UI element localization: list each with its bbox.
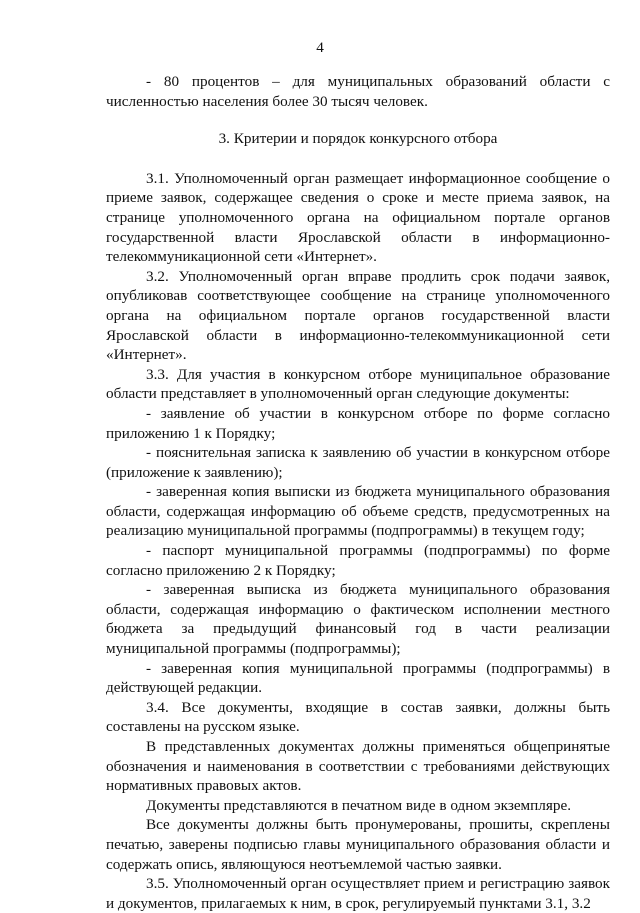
list-item: - пояснительная записка к заявлению об участии в конкурсном отборе (приложение к заявлению); <box>106 444 610 481</box>
list-item: - заявление об участии в конкурсном отборе по форме согласно приложению 1 к Порядку; <box>106 404 610 442</box>
list-item: - заверенная копия муниципальной программы (подпрограммы) в действующей редакции. <box>106 659 610 697</box>
list-item: - паспорт муниципальной программы (подпрограммы) по форме согласно приложению 2 к Порядку; <box>106 542 610 579</box>
page-number: 4 <box>316 39 324 56</box>
paragraph: Все документы должны быть пронумерованы, прошиты, скреплены печатью, заверены подписью главы муниципального образования области и содержать опись, являющуюся неотъемлемой частью заявки. <box>106 816 610 873</box>
paragraph: 3.3. Для участия в конкурсном отборе муниципальное образование области представляет в уполномоченный орган следующие документы: <box>106 365 610 403</box>
document-body <box>106 72 610 913</box>
paragraph: 3.4. Все документы, входящие в состав заявки, должны быть составлены на русском языке. <box>106 698 610 736</box>
paragraph: 3.1. Уполномоченный орган размещает информационное сообщение о приеме заявок, содержащее сведения о сроке и месте приема заявок, на странице уполномоченного органа на официальном портале органов государственной власти Ярославской области в информационно-телекоммуникационной сети «Интернет». <box>106 169 610 266</box>
list-item: - заверенная выписка из бюджета муниципального образования области, содержащая информацию о фактическом исполнении местного бюджета за предыдущий финансовый год в части реализации муниципальной программы (подпрограммы); <box>106 581 610 658</box>
paragraph: 3.2. Уполномоченный орган вправе продлить срок подачи заявок, опубликовав соответствующее сообщение на странице уполномоченного органа на официальном портале органов государственной власти Ярославской области в информационно-телекоммуникационной сети «Интернет». <box>106 267 610 364</box>
paragraph: В представленных документах должны применяться общепринятые обозначения и наименования в соответствии с требованиями действующих нормативных правовых актов. <box>106 738 610 795</box>
paragraph: Документы представляются в печатном виде в одном экземпляре. <box>146 796 571 814</box>
list-item: - заверенная копия выписки из бюджета муниципального образования области, содержащая информацию об объеме средств, предусмотренных на реализацию муниципальной программы (подпрограммы) в текущем году; <box>106 483 610 540</box>
section-heading: 3. Критерии и порядок конкурсного отбора <box>218 130 498 148</box>
paragraph-top: - 80 процентов – для муниципальных образований области с численностью населения более 30 тысяч человек. <box>106 73 610 110</box>
paragraph: 3.5. Уполномоченный орган осуществляет прием и регистрацию заявок и документов, прилагаемых к ним, в срок, регулируемый пунктами 3.1, 3.2 <box>106 875 610 912</box>
